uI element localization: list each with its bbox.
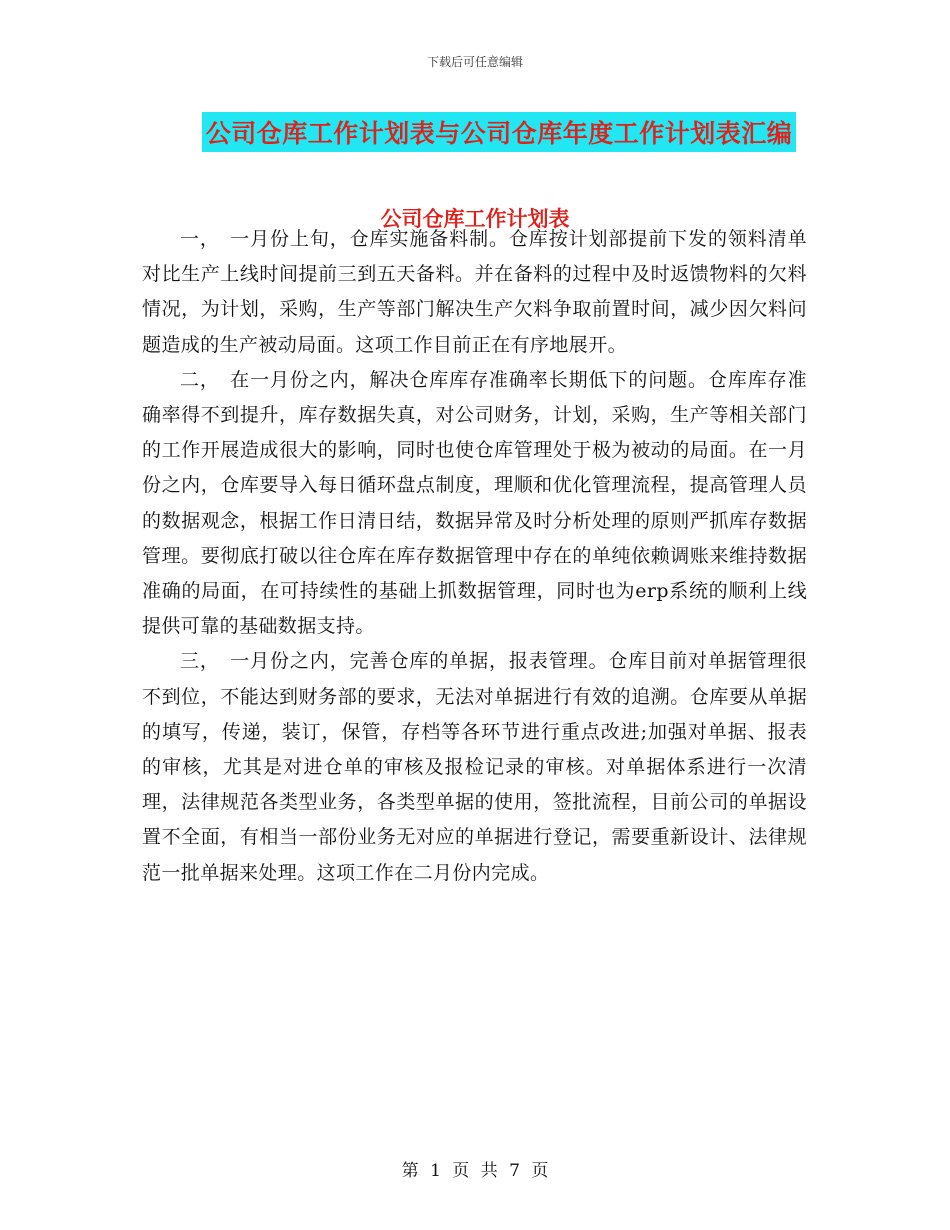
header-note: 下载后可任意编辑 <box>426 55 523 69</box>
document-title-container <box>0 112 950 152</box>
paragraph-1: 一， 一月份上旬，仓库实施备料制。仓库按计划部提前下发的领料清单对比生产上线时间提前三到五天备料。并在备料的过程中及时返馈物料的欠料情况，为计划，采购，生产等部门解决生产欠料争取前置时间，减少因欠料问题造成的生产被动局面。这项工作目前正在有序地展开。 <box>142 228 807 356</box>
paragraph-3: 三， 一月份之内，完善仓库的单据，报表管理。仓库目前对单据管理很不到位，不能达到财务部的要求，无法对单据进行有效的追溯。仓库要从单据的填写，传递，装订，保管，存档等各环节进行重点改进;加强对单据、报表的审核，尤其是对进仓单的审核及报检记录的审核。对单据体系进行一次清理，法律规范各类型业务，各类型单据的使用，签批流程，目前公司的单据设置不全面，有相当一部份业务无对应的单据进行登记，需要重新设计、法律规范一批单据来处理。这项工作在二月份内完成。 <box>142 650 807 884</box>
page-number: 第 1 页 共 7 页 <box>401 1161 549 1181</box>
paragraph-2: 二， 在一月份之内，解决仓库库存准确率长期低下的问题。仓库库存准确率得不到提升，库存数据失真，对公司财务，计划，采购，生产等相关部门的工作开展造成很大的影响，同时也使仓库管理处于极为被动的局面。在一月份之内，仓库要导入每日循环盘点制度，理顺和优化管理流程，提高管理人员的数据观念，根据工作日清日结，数据异常及时分析处理的原则严抓库存数据管理。要彻底打破以往仓库在库存数据管理中存在的单纯依赖调账来维持数据准确的局面，在可持续性的基础上抓数据管理，同时也为erp系统的顺利上线提供可靠的基础数据支持。 <box>142 368 807 638</box>
document-title: 公司仓库工作计划表与公司仓库年度工作计划表汇编 <box>202 112 797 152</box>
section-title: 公司仓库工作计划表 <box>380 207 570 231</box>
document-body <box>142 222 807 891</box>
